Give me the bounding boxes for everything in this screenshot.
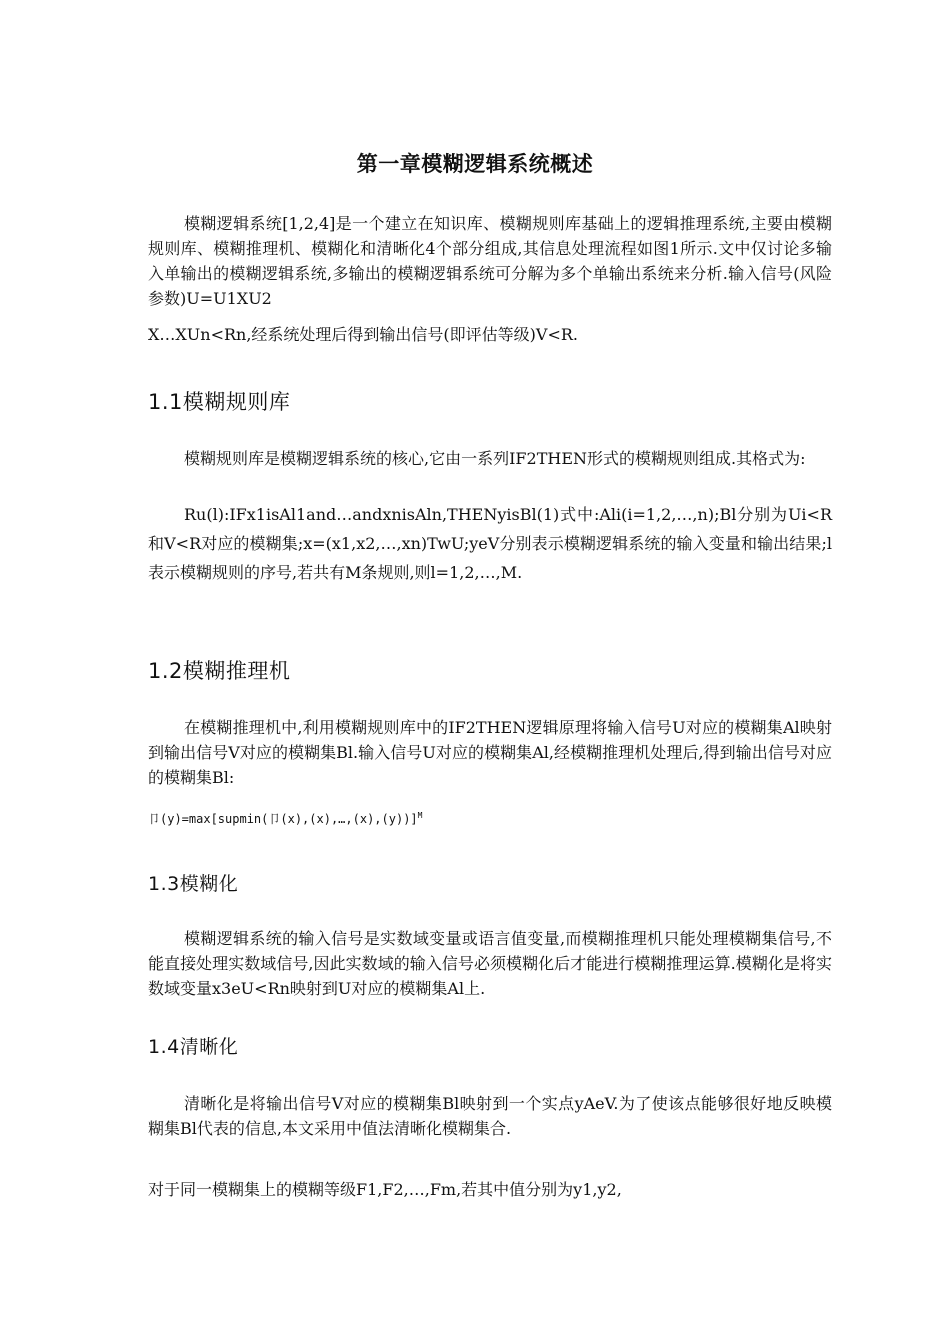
section-1-4-paragraph-2: 对于同一模糊集上的模糊等级F1,F2,…,Fm,若其中值分别为y1,y2,: [148, 1180, 622, 1199]
section-1-2-paragraph-1: 在模糊推理机中,利用模糊规则库中的IF2THEN逻辑原理将输入信号U对应的模糊集Al映射到输出信号V对应的模糊集Bl.输入信号U对应的模糊集Al,经模糊推理机处理后,得到输出信号对应的模糊集Bl:: [148, 718, 832, 787]
section-1-1-paragraph-2: Ru(l):IFx1isAl1and…andxnisAln,THENyisBl(1)式中:Ali(i=1,2,…,n);Bl分别为Ui<R和V<R对应的模糊集;x=(x1,x2,…,xn)TwU;yeV分别表示模糊逻辑系统的输入变量和输出结果;l表示模糊规则的序号,若共有M条规则,则l=1,2,…,M.: [148, 505, 832, 582]
section-heading-1-1: 1.1模糊规则库: [148, 390, 291, 414]
membership-formula-text: 卩(y)=max[supmin(卩(x),(x),…,(x),(y))]: [148, 812, 418, 826]
section-heading-1-3: 1.3模糊化: [148, 873, 239, 895]
section-heading-1-4: 1.4清晰化: [148, 1036, 239, 1058]
membership-formula: [148, 810, 422, 827]
intro-paragraph: 模糊逻辑系统[1,2,4]是一个建立在知识库、模糊规则库基础上的逻辑推理系统,主要由模糊规则库、模糊推理机、模糊化和清晰化4个部分组成,其信息处理流程如图1所示.文中仅讨论多输入单输出的模糊逻辑系统,多输出的模糊逻辑系统可分解为多个单输出系统来分析.输入信号(风险参数)U=U1XU2: [148, 214, 832, 308]
chapter-title: 第一章模糊逻辑系统概述: [356, 152, 594, 176]
section-1-4-paragraph-1: 清晰化是将输出信号V对应的模糊集Bl映射到一个实点yAeV.为了使该点能够很好地反映模糊集Bl代表的信息,本文采用中值法清晰化模糊集合.: [148, 1094, 832, 1138]
section-1-3-paragraph-1: 模糊逻辑系统的输入信号是实数域变量或语言值变量,而模糊推理机只能处理模糊集信号,不能直接处理实数域信号,因此实数域的输入信号必须模糊化后才能进行模糊推理运算.模糊化是将实数域变量x3eU<Rn映射到U对应的模糊集Al上.: [148, 929, 832, 998]
section-1-1-paragraph-1: 模糊规则库是模糊逻辑系统的核心,它由一系列IF2THEN形式的模糊规则组成.其格式为:: [184, 449, 806, 468]
membership-formula-superscript: M: [417, 811, 423, 820]
intro-continuation: X…XUn<Rn,经系统处理后得到输出信号(即评估等级)V<R.: [148, 325, 578, 344]
section-heading-1-2: 1.2模糊推理机: [148, 659, 291, 683]
